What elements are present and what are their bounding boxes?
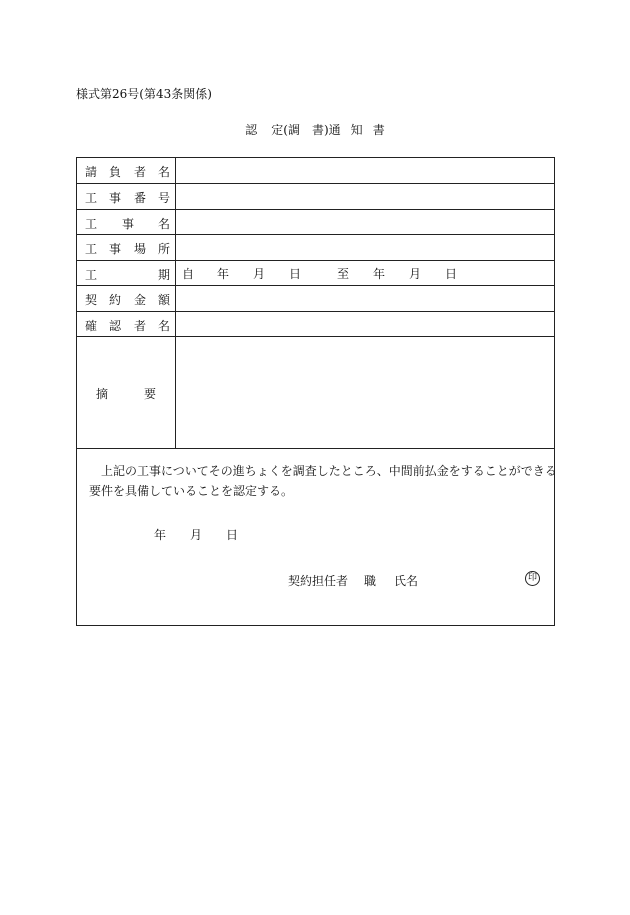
declaration-text: 上記の工事についてその進ちょくを調査したところ、中間前払金をすることができる 要件を具備していることを認定する。 bbox=[89, 464, 557, 498]
title-part-5: 書 bbox=[372, 123, 385, 137]
label-work-number: 工 事 番 号 bbox=[85, 191, 171, 205]
label-contract-amount: 契 約 金 額 bbox=[85, 293, 171, 307]
title-part-2: 定(調 bbox=[271, 123, 300, 137]
column-divider bbox=[175, 158, 176, 448]
document-title bbox=[0, 121, 630, 138]
title-part-1: 認 bbox=[245, 123, 258, 137]
label-work-period: 工 期 bbox=[85, 268, 171, 282]
seal-mark-icon: 印 bbox=[525, 571, 540, 586]
row-divider bbox=[77, 448, 554, 449]
label-confirmer-name: 確 認 者 名 bbox=[85, 319, 171, 333]
form-table: 請 負 者 名 工 事 番 号 工 事 名 工 事 場 所 工 期 契 約 金 額 確 認 者 名 自 年 月 日 至 年 月 日 摘 要 上記の工事についてその進ちょくを調査したところ、中間前払金をすることができる 要件を具備していることを認定する。 年 月 日 契約担任者 職 氏名 印 bbox=[76, 157, 555, 626]
label-work-location: 工 事 場 所 bbox=[85, 242, 171, 256]
title-part-4: 知 bbox=[350, 123, 363, 137]
form-number-label: 様式第26号(第43条関係) bbox=[76, 87, 212, 101]
label-contractor-name: 請 負 者 名 bbox=[85, 165, 171, 179]
label-work-name: 工 事 名 bbox=[85, 217, 171, 231]
title-part-3: 書)通 bbox=[311, 123, 341, 137]
